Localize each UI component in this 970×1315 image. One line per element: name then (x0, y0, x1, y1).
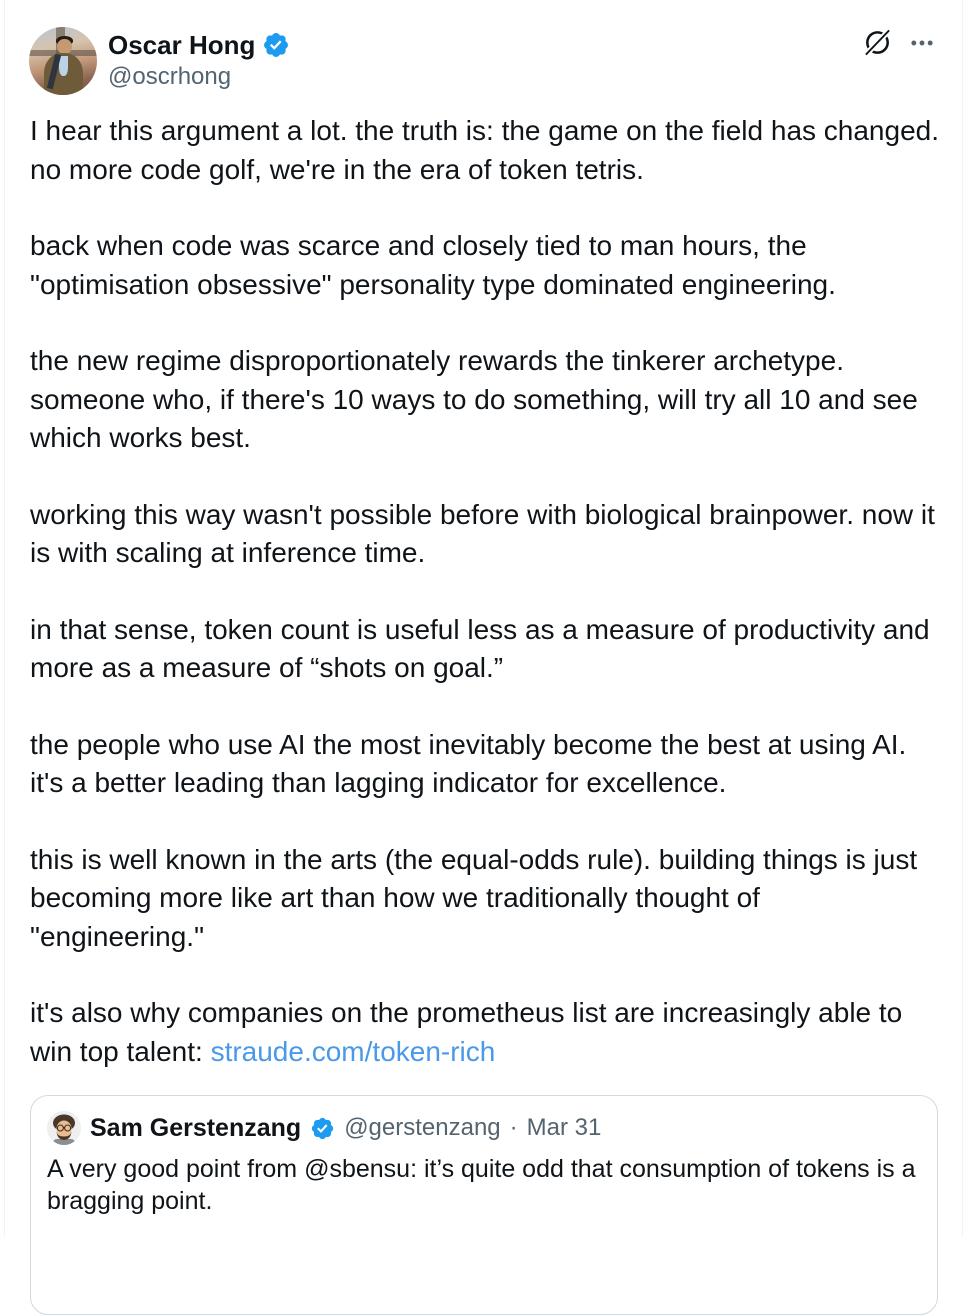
quote-author-avatar[interactable] (47, 1111, 81, 1145)
quote-author-handle: @gerstenzang (344, 1114, 501, 1141)
column-divider-left (4, 0, 5, 1236)
avatar-photo-detail (57, 39, 72, 55)
tweet-paragraph: I hear this argument a lot. the truth is: the game on the field has changed. no more code golf, we're in the era of token tetris. (30, 115, 940, 185)
tweet-text (30, 112, 941, 1071)
column-divider-right (962, 0, 963, 1236)
author-name[interactable]: Oscar Hong (108, 30, 256, 60)
more-button[interactable] (908, 29, 936, 57)
author-avatar[interactable] (29, 27, 97, 95)
grok-button[interactable] (862, 27, 893, 58)
more-icon (908, 29, 936, 57)
quote-author-name[interactable]: Sam Gerstenzang (90, 1113, 302, 1142)
verified-badge-icon (262, 31, 290, 59)
grok-icon (862, 27, 893, 58)
tweet-paragraph: back when code was scarce and closely tied to man hours, the "optimisation obsessive" personality type dominated engineering. (30, 230, 836, 300)
tweet-header-actions (862, 27, 936, 58)
quoted-tweet-card[interactable] (30, 1095, 938, 1315)
quote-verified-badge-icon (310, 1116, 335, 1141)
author-id-block (108, 30, 290, 91)
quote-header (47, 1110, 921, 1146)
author-handle[interactable]: @oscrhong (108, 63, 232, 90)
tweet-paragraph-text: it's also why companies on the prometheus list are increasingly able to win top talent: (30, 997, 903, 1067)
tweet-link[interactable]: straude.com/token-rich (210, 1035, 496, 1067)
tweet-paragraph: this is well known in the arts (the equal-odds rule). building things is just becoming more like art than how we traditionally thought of "engineering." (30, 843, 918, 952)
tweet-paragraph: the people who use AI the most inevitably become the best at using AI. it's a better leading than lagging indicator for excellence. (30, 728, 907, 798)
tweet-paragraph (30, 994, 941, 1071)
quote-text: A very good point from @sbensu: it’s quite odd that consumption of tokens is a bragging point. (47, 1155, 916, 1215)
tweet-paragraph: in that sense, token count is useful less as a measure of productivity and more as a measure of “shots on goal.” (30, 613, 930, 683)
quote-avatar-illustration (47, 1111, 81, 1145)
quote-separator: · (509, 1114, 518, 1141)
tweet-paragraph: the new regime disproportionately rewards the tinkerer archetype. someone who, if there's 10 ways to do something, will try all 10 and see which works best. (30, 345, 918, 453)
quote-date: Mar 31 (526, 1114, 602, 1141)
tweet-paragraph: working this way wasn't possible before with biological brainpower. now it is with scaling at inference time. (30, 498, 935, 568)
